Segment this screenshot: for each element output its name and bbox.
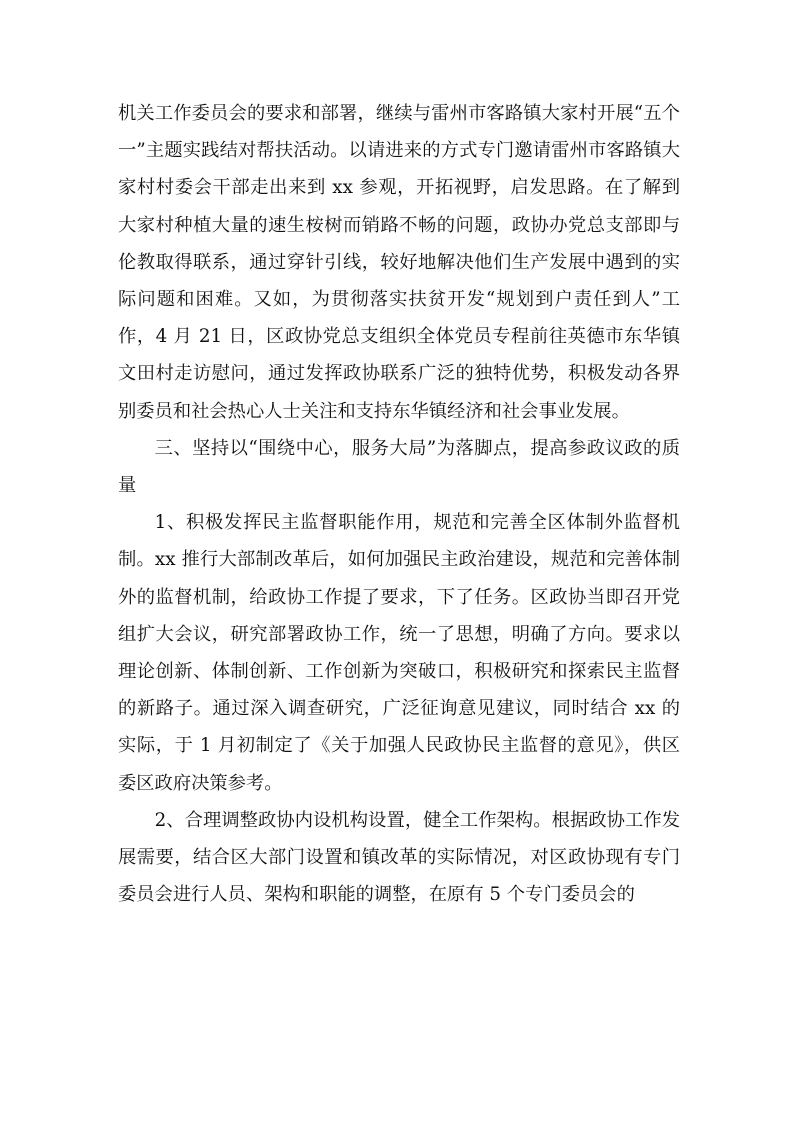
document-body <box>118 95 680 913</box>
paragraph-continuation: 机关工作委员会的要求和部署，继续与雷州市客路镇大家村开展“五个一”主题实践结对帮扶活动。以请进来的方式专门邀请雷州市客路镇大家村村委会干部走出来到 xx 参观，开拓视野，启发思路。在了解到大家村种植大量的速生桉树而销路不畅的问题，政协办党总支部即与伦教取得联系，通过穿针引线，较好地解决他们生产发展中遇到的实际问题和困难。又如，为贯彻落实扶贫开发“规划到户责任到人”工作，4 月 21 日，区政协党总支组织全体党员专程前往英德市东华镇文田村走访慰问，通过发挥政协联系广泛的独特优势，积极发动各界别委员和社会热心人士关注和支持东华镇经济和社会事业发展。 <box>118 103 680 422</box>
paragraph-item-1: 1、积极发挥民主监督职能作用，规范和完善全区体制外监督机制。xx 推行大部制改革后，如何加强民主政治建设，规范和完善体制外的监督机制，给政协工作提了要求，下了任务。区政协当即召开党组扩大会议，研究部署政协工作，统一了思想，明确了方向。要求以理论创新、体制创新、工作创新为突破口，积极研究和探索民主监督的新路子。通过深入调查研究，广泛征询意见建议，同时结合 xx 的实际，于 1 月初制定了《关于加强人民政协民主监督的意见》，供区委区政府决策参考。 <box>118 512 680 794</box>
section-heading: 三、坚持以“围绕中心，服务大局”为落脚点，提高参政议政的质量 <box>118 437 680 497</box>
paragraph-item-2: 2、合理调整政协内设机构设置，健全工作架构。根据政协工作发展需要，结合区大部门设置和镇改革的实际情况，对区政协现有专门委员会进行人员、架构和职能的调整，在原有 5 个专门委员会的 <box>118 809 680 906</box>
